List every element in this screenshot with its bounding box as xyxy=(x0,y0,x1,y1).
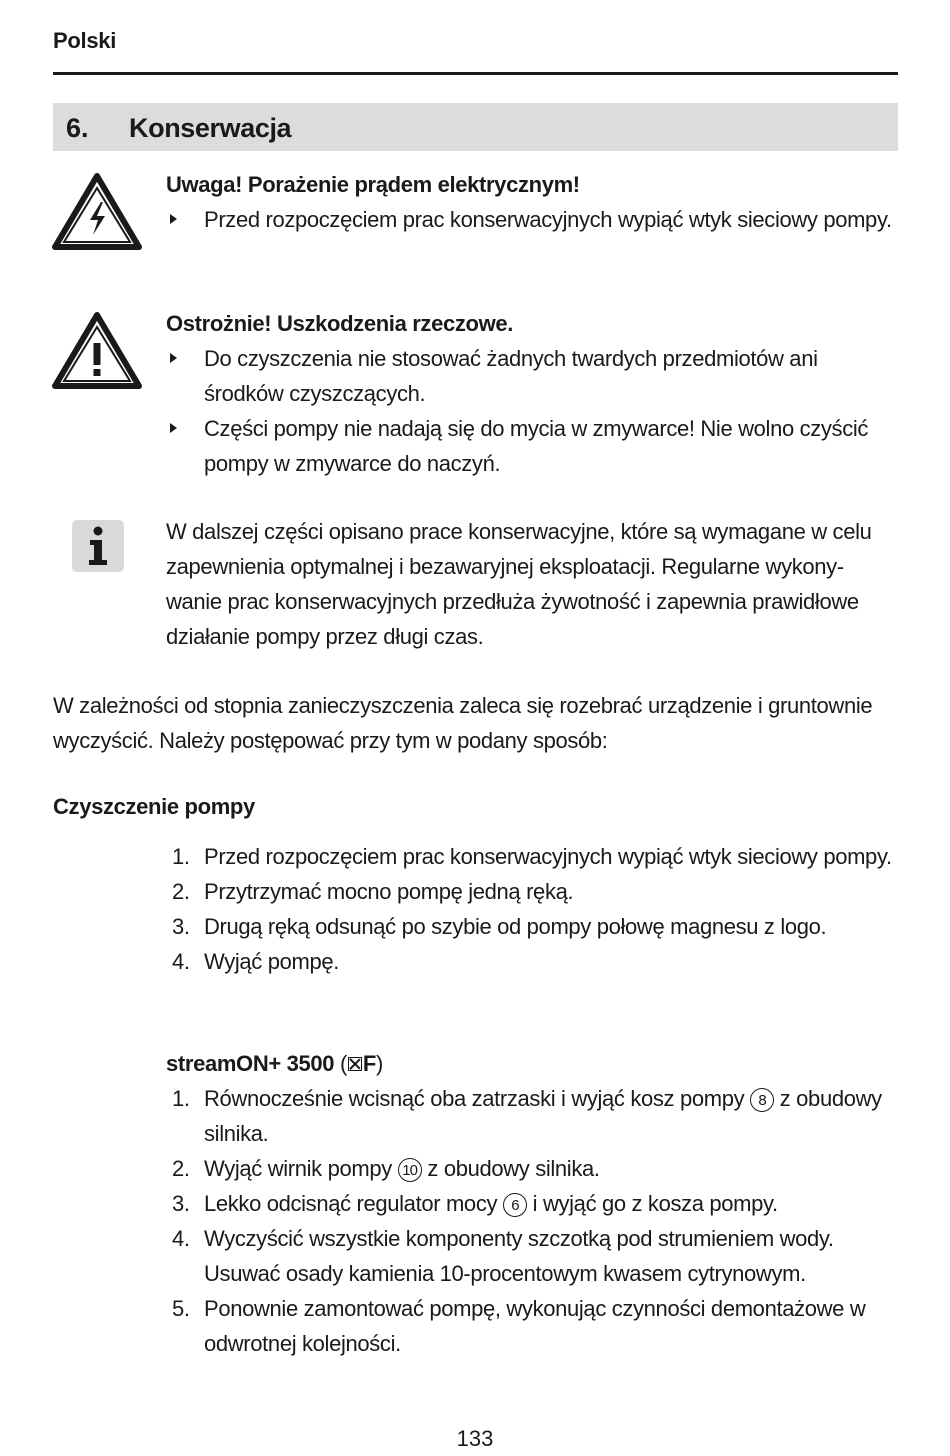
part-number-badge: 8 xyxy=(750,1088,774,1112)
bullet-arrow-icon xyxy=(170,353,177,363)
damage-caution-bullet: Do czyszczenia nie stosować żadnych twardych przedmiotów ani środków czyszczących. xyxy=(166,341,896,411)
electric-warning-block xyxy=(166,167,896,237)
model-name: streamON+ 3500 xyxy=(166,1051,335,1076)
damage-caution-title: Ostrożnie! Uszkodzenia rzeczowe. xyxy=(166,311,513,336)
list-item: 1. Przed rozpoczęciem prac konserwacyjnych wypiąć wtyk sieciowy pompy. xyxy=(172,844,892,869)
model-section xyxy=(166,1046,896,1361)
part-number-badge: 6 xyxy=(503,1193,527,1217)
list-item: 4. Wyczyścić wszystkie komponenty szczotką pod strumieniem wody. Usuwać osady kamienia 10-procentowym kwasem cytrynowym. xyxy=(172,1226,834,1286)
list-item: 2. Przytrzymać mocno pompę jedną ręką. xyxy=(172,879,574,904)
high-voltage-warning-icon xyxy=(52,172,142,250)
section-title: Konserwacja xyxy=(129,113,292,143)
header-rule xyxy=(53,72,898,75)
cleaning-steps xyxy=(166,839,896,979)
section-heading-bar xyxy=(53,103,898,151)
model-heading xyxy=(166,1046,896,1081)
cleaning-heading: Czyszczenie pompy xyxy=(53,794,255,819)
electric-warning-bullet: Przed rozpoczęciem prac konserwacyjnych wypiąć wtyk sieciowy pompy. xyxy=(166,202,896,237)
damage-caution-bullet: Części pompy nie nadają się do mycia w zmywarce! Nie wolno czyścić pompy w zmywarce do naczyń. xyxy=(166,411,896,481)
list-item: 4. Wyjąć pompę. xyxy=(172,949,339,974)
exclamation-warning-icon xyxy=(52,311,142,389)
figure-reference: ( F) xyxy=(339,1051,383,1076)
list-item: 3. Lekko odcisnąć regulator mocy 6 i wyjąć go z kosza pompy. xyxy=(172,1191,778,1216)
bullet-arrow-icon xyxy=(170,423,177,433)
electric-warning-title: Uwaga! Porażenie prądem elektrycznym! xyxy=(166,172,580,197)
list-item: 3. Drugą ręką odsunąć po szybie od pompy połowę magnesu z logo. xyxy=(172,914,827,939)
bullet-arrow-icon xyxy=(170,214,177,224)
page-number: 133 xyxy=(456,1426,494,1451)
info-note-text: W dalszej części opisano prace konserwacyjne, które są wymagane w celu zapewnienia optymalnej i bezawaryjnej eksploatacji. Regularne wykony-wanie prac konserwacyjnych przedłuża żywotność i zapewnia prawidłowe działanie pompy przez długi czas. xyxy=(166,519,872,649)
list-item: 2. Wyjąć wirnik pompy 10 z obudowy silnika. xyxy=(172,1156,600,1181)
figure-icon xyxy=(348,1057,362,1071)
part-number-badge: 10 xyxy=(398,1158,422,1182)
info-icon xyxy=(72,520,124,572)
header-language: Polski xyxy=(53,28,117,53)
intro-paragraph: W zależności od stopnia zanieczyszczenia zaleca się rozebrać urządzenie i gruntownie wyczyścić. Należy postępować przy tym w podany sposób: xyxy=(53,693,873,753)
damage-caution-block xyxy=(166,306,896,481)
section-number: 6. xyxy=(66,113,89,143)
list-item: 5. Ponownie zamontować pompę, wykonując czynności demontażowe w odwrotnej kolejności. xyxy=(172,1296,866,1356)
list-item: 1. Równocześnie wcisnąć oba zatrzaski i wyjąć kosz pompy 8 z obudowy silnika. xyxy=(172,1086,882,1146)
